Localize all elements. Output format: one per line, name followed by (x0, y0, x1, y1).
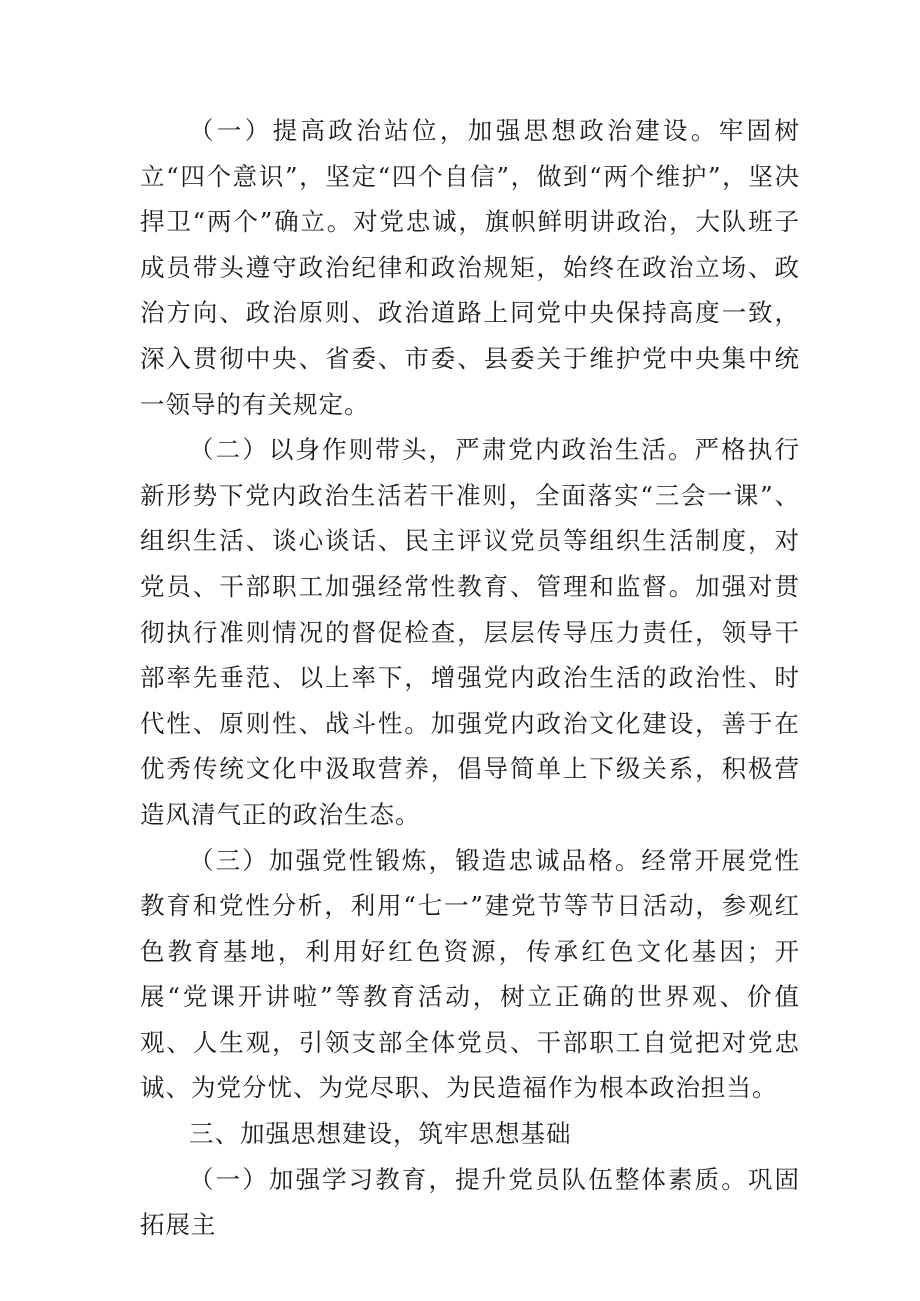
paragraph-1: （一）提高政治站位，加强思想政治建设。牢固树立“四个意识”，坚定“四个自信”，做到“两个维护”，坚决捍卫“两个”确立。对党忠诚，旗帜鲜明讲政治，大队班子成员带头遵守政治纪律和政治规矩，始终在政治立场、政治方向、政治原则、政治道路上同党中央保持高度一致，深入贯彻中央、省委、市委、县委关于维护党中央集中统一领导的有关规定。 (140, 116, 800, 419)
paragraph-4: （一）加强学习教育，提升党员队伍整体素质。巩固拓展主 (140, 1164, 800, 1240)
document-body (140, 108, 800, 1248)
paragraph-2: （二）以身作则带头，严肃党内政治生活。严格执行新形势下党内政治生活若干准则，全面落实“三会一课”、组织生活、谈心谈话、民主评议党员等组织生活制度，对党员、干部职工加强经常性教育、管理和监督。加强对贯彻执行准则情况的督促检查，层层传导压力责任，领导干部率先垂范、以上率下，增强党内政治生活的政治性、时代性、原则性、战斗性。加强党内政治文化建设，善于在优秀传统文化中汲取营养，倡导简单上下级关系，积极营造风清气正的政治生态。 (140, 435, 800, 829)
paragraph-3: （三）加强党性锻炼，锻造忠诚品格。经常开展党性教育和党性分析，利用“七一”建党节等节日活动，参观红色教育基地，利用好红色资源，传承红色文化基因；开展“党课开讲啦”等教育活动，树立正确的世界观、价值观、人生观，引领支部全体党员、干部职工自觉把对党忠诚、为党分忧、为党尽职、为民造福作为根本政治担当。 (140, 845, 800, 1103)
section-heading: 三、加强思想建设，筑牢思想基础 (189, 1119, 572, 1149)
